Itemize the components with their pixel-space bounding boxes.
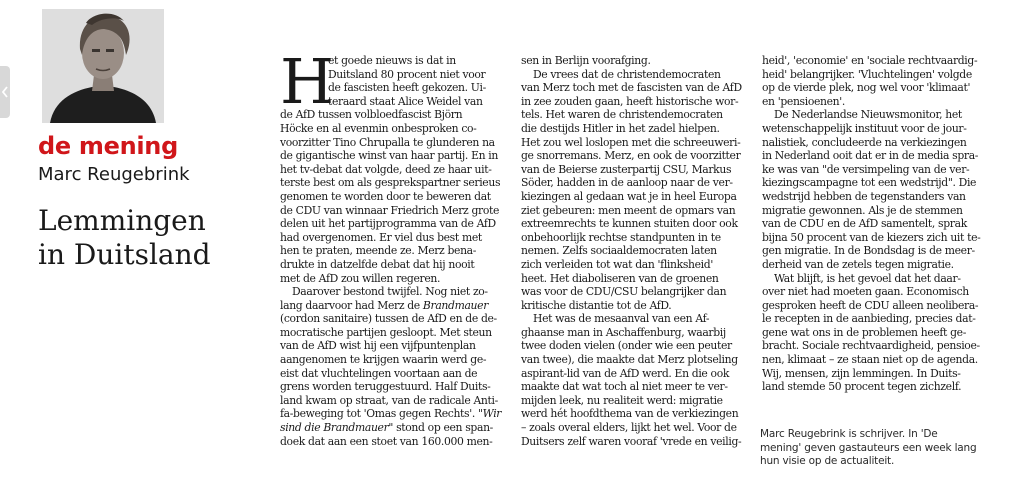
article-line: fa-beweging tot 'Omas gegen Rechts'. "Wir [280, 407, 502, 421]
section-label: de mening [38, 132, 178, 160]
article-line: kritische distantie tot de AfD. [521, 298, 672, 312]
article-line: Wat blijft, is het gevoel dat het daar- [774, 271, 961, 285]
article-line: zich verleiden tot wat dan 'flinksheid' [521, 257, 713, 271]
article-line: hen te praten, meende ze. Merz bena- [280, 244, 477, 258]
article-line: werd hét hoofdthema van de verkiezingen [521, 407, 739, 421]
chevron-left-icon [1, 86, 9, 98]
article-line: Het was de mesaanval van een Af- [533, 312, 710, 326]
article-line: terste best om als gesprekspartner serieus [280, 176, 501, 190]
article-line: sen in Berlijn voorafging. [521, 54, 651, 67]
article-line: delen uit het partijprogramma van de AfD [280, 217, 496, 231]
italic-term: sind die Brandmauer [280, 421, 389, 435]
article-line: eist dat vluchtelingen voortaan aan de [280, 366, 478, 380]
article-line: die destijds Hitler in het zadel hielpen. [521, 121, 720, 135]
article-line: ziet gebeuren: men meent de opmars van [521, 203, 736, 217]
previous-page-tab[interactable] [0, 66, 10, 118]
article-line: (cordon sanitaire) tussen de AfD en de de- [280, 312, 497, 326]
article-line: extreemrechts te kunnen stuiten door ook [521, 217, 738, 231]
article-line: van de CDU en de AfD samentelt, sprak [762, 217, 967, 231]
article-line: heid', 'economie' en 'sociale rechtvaardig- [762, 54, 978, 67]
article-line: met de AfD zou willen regeren. [280, 271, 441, 285]
article-line: sind die Brandmauer" stond op een span- [280, 421, 493, 435]
article-line: van de Beierse zusterpartij CSU, Markus [521, 162, 732, 176]
article-line: heid' belangrijker. 'Vluchtelingen' volgde [762, 67, 972, 81]
article-line: gesproken heeft de CDU alleen neolibera- [762, 298, 979, 312]
article-line: gen migratie. In de Bondsdag is de meer- [762, 244, 975, 258]
article-line: Het zou wel loslopen met die schreeuweri- [521, 135, 741, 149]
article-line: in Nederland ooit dat er in de media spra- [762, 149, 979, 163]
drop-cap: H [280, 45, 334, 118]
article-line: ke was van "de versimpeling van de ver- [762, 162, 970, 176]
article-line: de CDU van winnaar Friedrich Merz grote [280, 203, 500, 217]
article-line: Duitsland 80 procent niet voor [328, 67, 486, 81]
article-line: Daarover bestond twijfel. Nog niet zo- [292, 285, 488, 299]
article-line: De Nederlandse Nieuwsmonitor, het [774, 108, 962, 122]
article-line: was voor de CDU/CSU belangrijker dan [521, 285, 727, 299]
article-line: twee doden vielen (onder wie een peuter [521, 339, 732, 353]
article-line: Höcke en al evenmin onbesproken co- [280, 121, 477, 135]
article-line: en 'pensioenen'. [762, 94, 845, 108]
article-line: nalistiek, concludeerde na verkiezingen [762, 135, 967, 149]
article-line: drukte in datzelfde debat dat hij nooit [280, 257, 475, 271]
article-column-3 [762, 54, 980, 394]
article-line: de gigantische winst van haar partij. En in [280, 149, 498, 163]
italic-term: Wir [482, 407, 502, 421]
article-line: van de AfD wist hij een vijfpuntenplan [280, 339, 476, 353]
article-line: de fascisten heeft gekozen. Ui- [328, 81, 486, 95]
article-line: De vrees dat de christendemocraten [533, 67, 721, 81]
article-line: van Merz toch met de fascisten van de AfD [521, 81, 742, 95]
author-bio [760, 428, 976, 469]
article-line: over niet had moeten gaan. Economisch [762, 285, 969, 299]
article-line: wetenschappelijk instituut voor de jour- [762, 121, 967, 135]
article-line: doek dat aan een stoet van 160.000 men- [280, 434, 493, 448]
article-line: op de vierde plek, nog wel voor 'klimaat' [762, 81, 971, 95]
article-line: tels. Het waren de christendemocraten [521, 108, 723, 122]
article-line: lang daarvoor had Merz de Brandmauer [280, 298, 488, 312]
article-line: ghaanse man in Aschaffenburg, waarbij [521, 325, 726, 339]
article-line: mocratische partijen gesloopt. Met steun [280, 325, 492, 339]
article-line: mijden leek, nu realiteit werd: migratie [521, 393, 723, 407]
author-bio-line: Marc Reugebrink is schrijver. In 'De [760, 428, 938, 440]
article-line: land stemde 50 procent tegen zichzelf. [762, 380, 962, 394]
article-line: aspirant-lid van de AfD werd. En die ook [521, 366, 730, 380]
article-column-2 [521, 54, 742, 448]
article-line: had overgenomen. Er viel dus best met [280, 230, 482, 244]
article-line: Wij, mensen, zijn lemmingen. In Duits- [762, 366, 961, 380]
headline [38, 204, 211, 272]
author-bio-line: hun visie op de actualiteit. [760, 455, 895, 467]
article-line: bijna 50 procent van de kiezers zich uit te- [762, 230, 981, 244]
article-line: migratie gewonnen. Als je de stemmen [762, 203, 963, 217]
article-line: de AfD tussen volbloedfascist Björn [280, 108, 463, 122]
author-name: Marc Reugebrink [38, 164, 190, 185]
article-line: nen, klimaat – ze staan niet op de agenda. [762, 353, 978, 367]
article-line: nemen. Zelfs sociaaldemocraten laten [521, 244, 717, 258]
article-line: het tv-debat dat volgde, deed ze haar uit- [280, 162, 492, 176]
article-line: teraard staat Alice Weidel van [328, 94, 483, 108]
article-column-1 [280, 45, 502, 448]
article-line: Söder, hadden in de aanloop naar de ver- [521, 176, 733, 190]
article-line: grens worden teruggestuurd. Half Duits- [280, 380, 491, 394]
author-bio-line: mening' geven gastauteurs een week lang [760, 441, 977, 454]
author-photo [42, 9, 164, 123]
article-line: derheid van de zetels tegen migratie. [762, 257, 954, 271]
article-line: genomen te worden door te beweren dat [280, 189, 491, 203]
article-line: gene wat ons in de problemen heeft ge- [762, 325, 967, 339]
italic-term: Brandmauer [422, 298, 488, 312]
article-line: kiezingen al gedaan wat je in heel Europa [521, 189, 737, 203]
article-line: voorzitter Tino Chrupalla te glunderen na [280, 135, 495, 149]
article-line: maakte dat wat toch al niet meer te ver- [521, 380, 728, 394]
article-line: le recepten in de aanbieding, precies dat- [762, 312, 976, 326]
article-line: ge snorremans. Merz, en ook de voorzitter [521, 149, 741, 163]
article-line: onbehoorlijk rechtse standpunten in te [521, 230, 721, 244]
article-line: aangenomen te krijgen waarin werd ge- [280, 353, 487, 367]
article-line: Duitsers zelf waren vooraf 'vrede en veilig- [521, 434, 742, 448]
article-line: in zee zouden gaan, heeft historische wor- [521, 94, 739, 108]
article-line: heet. Het diaboliseren van de groenen [521, 271, 719, 285]
headline-line: in Duitsland [38, 238, 211, 271]
article-line: et goede nieuws is dat in [328, 54, 456, 67]
article-line: kiezingscampagne tot een wedstrijd". Die [762, 176, 977, 190]
article-line: land kwam op straat, van de radicale Anti- [280, 393, 498, 407]
article-line: – zoals overal elders, lijkt het wel. Voor de [521, 421, 737, 435]
headline-line: Lemmingen [38, 204, 206, 237]
article-line: van twee), die maakte dat Merz plotseling [521, 353, 738, 367]
article-line: wedstrijd hebben de tegenstanders van [762, 189, 966, 203]
article-line: bracht. Sociale rechtvaardigheid, pensioe- [762, 339, 980, 353]
